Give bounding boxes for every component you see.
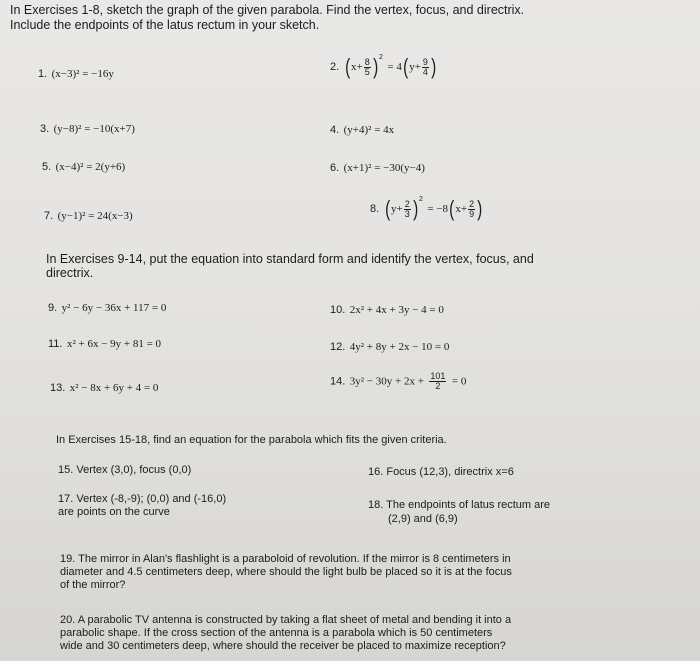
exercise-20-line2: parabolic shape. If the cross section of the antenna is a parabola which is 50 centimeters [60,627,493,639]
fraction-numerator: 101 [430,371,446,381]
exercise-5 [42,157,125,175]
exercise-number: 4. [330,124,340,136]
exercise-number: 11. [48,338,63,350]
equation-left-variable: x+ [350,61,363,73]
exercise-7 [44,206,133,224]
fraction-numerator: 2 [469,198,475,209]
exercise-equation: y² − 6y − 36x + 117 = 0 [61,302,167,314]
exercise-9 [48,298,166,316]
exercise-number: 5. [42,161,52,173]
exercise-number: 9. [48,302,58,314]
section1-heading-line1: In Exercises 1-8, sketch the graph of the given parabola. Find the vertex, focus, and directrix. [10,3,525,17]
fraction-denominator: 4 [422,66,428,77]
exercise-15: 15. Vertex (3,0), focus (0,0) [58,464,192,476]
exercise-20-line3: wide and 30 centimeters deep, where should the receiver be placed to maximize reception? [60,640,506,652]
exercise-number: 3. [40,123,50,135]
exercise-equation: (y−1)² = 24(x−3) [57,210,133,222]
equation-middle: = 4 [387,61,402,73]
equation-left-variable: y+ [390,203,403,215]
fraction-denominator: 5 [364,66,370,77]
exercise-17-line2: are points on the curve [58,506,170,518]
exercise-2: 2. (x+ $\frac{8}{5}$ )$^2$ = 4(y+ $\frac{9}{4}$ ) [330,54,437,79]
fraction-numerator: 9 [422,56,428,67]
exercise-equation: (x−3)² = −16y [51,68,114,80]
exercise-equation: x² − 8x + 6y + 4 = 0 [69,382,159,394]
exercise-equation: 4y² + 8y + 2x − 10 = 0 [349,341,450,353]
section2-heading-line1: In Exercises 9-14, put the equation into standard form and identify the vertex, focus, and [46,252,534,266]
exercise-18-line1: 18. The endpoints of latus rectum are [368,499,551,511]
fraction-denominator: 3 [404,208,410,219]
exercise-12 [330,337,449,355]
exercise-11 [48,334,161,352]
exercise-19-line1: 19. The mirror in Alan's flashlight is a paraboloid of revolution. If the mirror is 8 centimeters in [60,553,511,565]
exercise-19-line3: of the mirror? [60,579,126,591]
exercise-number: 13. [50,382,66,394]
exercise-number: 12. [330,341,346,353]
equation-before-fraction: 3y² − 30y + 2x + [349,375,424,388]
exercise-4 [330,120,394,138]
exercise-16: 16. Focus (12,3), directrix x=6 [368,466,514,478]
exercise-20-line1: 20. A parabolic TV antenna is constructed by taking a flat sheet of metal and bending it into a [60,614,512,626]
exercise-number: 6. [330,162,340,174]
exercise-19-line2: diameter and 4.5 centimeters deep, where should the light bulb be placed so it is at the focus [60,566,512,578]
fraction-numerator: 8 [364,56,370,67]
section3-heading: In Exercises 15-18, find an equation for the parabola which fits the given criteria. [56,434,447,446]
exponent: 2 [379,54,383,61]
exercise-equation: (y−8)² = −10(x+7) [53,123,135,135]
fraction-denominator: 2 [435,381,441,391]
equation-right-variable: x+ [455,203,468,215]
exercise-equation: (x−4)² = 2(y+6) [55,161,126,173]
exercise-equation: x² + 6x − 9y + 81 = 0 [66,338,162,350]
exercise-1 [38,64,114,82]
exercise-number: 14. [330,375,346,388]
exercise-number: 2. [330,61,340,73]
exercise-10 [330,300,444,318]
exercise-number: 10. [330,304,346,316]
exercise-equation: (y+4)² = 4x [343,124,395,136]
equation-right-variable: y+ [409,61,421,73]
fraction-denominator: 9 [469,208,475,219]
section1-heading-line2: Include the endpoints of the latus rectum in your sketch. [10,18,320,32]
exercise-14 [330,372,466,391]
exercise-equation: 2x² + 4x + 3y − 4 = 0 [349,304,444,316]
exercise-3 [40,119,135,137]
exercise-8: 8. (y+ $\frac{2}{3}$ )$^2$ = −8(x+ $\frac{2}{9}$ ) [370,196,483,221]
exponent: 2 [419,196,423,203]
exercise-13 [50,378,158,396]
equation-after-fraction: = 0 [451,375,467,388]
exercise-number: 8. [370,203,380,215]
exercise-18-line2: (2,9) and (6,9) [388,513,458,525]
exercise-17-line1: 17. Vertex (-8,-9); (0,0) and (-16,0) [58,493,227,505]
equation-middle: = −8 [427,203,449,215]
exercise-number: 1. [38,68,48,80]
fraction-numerator: 2 [404,198,410,209]
exercise-number: 7. [44,210,54,222]
section2-heading-line2: directrix. [46,266,94,280]
exercise-equation: (x+1)² = −30(y−4) [343,162,425,174]
exercise-6 [330,158,425,176]
